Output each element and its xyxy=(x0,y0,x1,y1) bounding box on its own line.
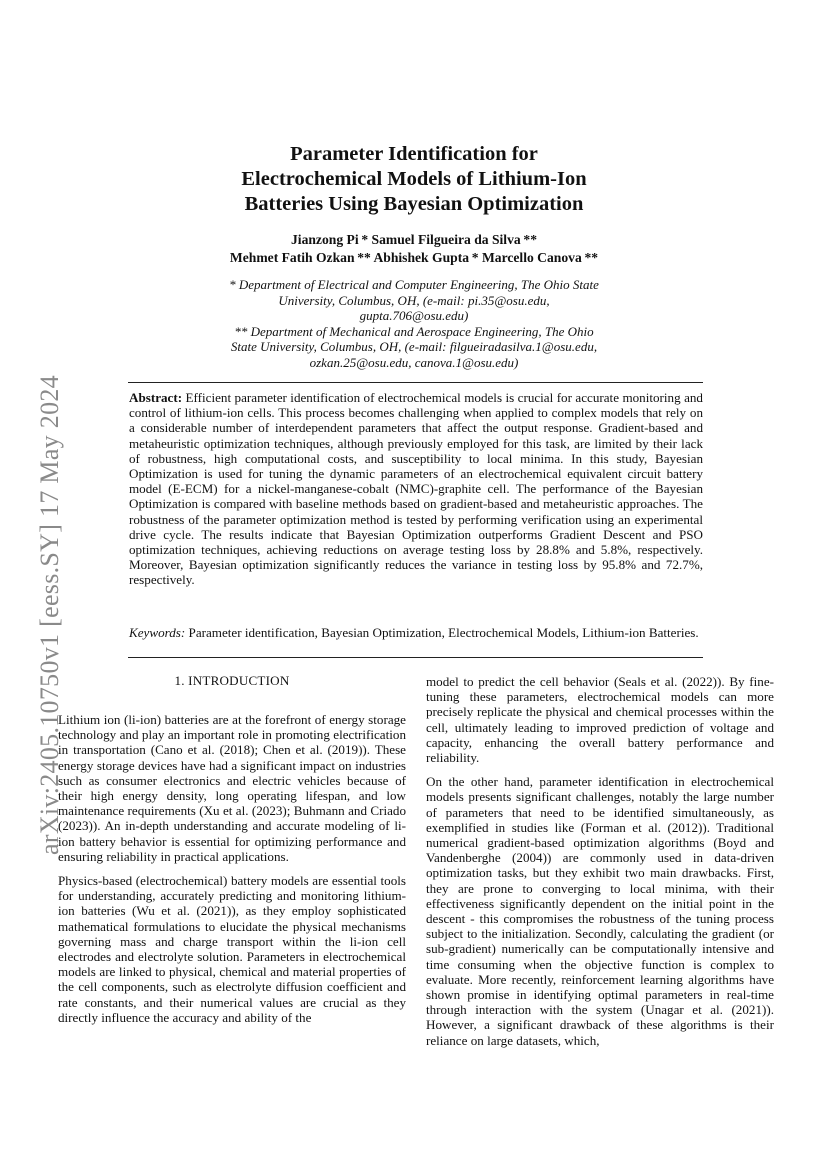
affiliation-line: ozkan.25@osu.edu, canova.1@osu.edu) xyxy=(309,354,519,370)
paper-title xyxy=(150,142,678,217)
affiliations xyxy=(190,277,638,370)
affiliation-line: ** Department of Mechanical and Aerospace Engineering, The Ohio xyxy=(234,323,594,339)
author-list xyxy=(150,231,678,267)
arxiv-identifier-text: arXiv:2405.10750v1 [eess.SY] 17 May 2024 xyxy=(35,375,65,855)
affiliation-line: State University, Columbus, OH, (e-mail: filgueiradasilva.1@osu.edu, xyxy=(230,339,598,354)
abstract-text: Efficient parameter identification of electrochemical models is crucial for accurate monitoring and control of lithium-ion cells. This process becomes challenging when applied to complex models that rely on a considerable number of interdependent parameters that affect the output response. Gradient-based and metaheuristic optimization techniques, although previously employed for this task, are limited by their lack of robustness, high computational costs, and susceptibility to local minima. In this study, Bayesian Optimization is used for tuning the dynamic parameters of an electrochemical equivalent circuit battery model (E-ECM) for a nickel-manganese-cobalt (NMC)-graphite cell. The performance of the Bayesian Optimization is compared with baseline methods based on gradient-based and metaheuristic approaches. The robustness of the parameter optimization method is tested by performing verification using an experimental drive cycle. The results indicate that Bayesian Optimization outperforms Gradient Descent and PSO optimization techniques, achieving reductions on average testing loss by 28.8% and 5.8%, respectively. Moreover, Bayesian optimization significantly reduces the variance in testing loss by 95.8% and 72.7%, respectively. xyxy=(129,390,703,588)
paragraph: Physics-based (electrochemical) battery models are essential tools for understanding, accurately predicting and monitoring lithium-ion batteries (Wu et al. (2021)), as they employ sophisticated mathematical formulations to elucidate the physical mechanisms governing mass and charge transport within the li-ion cell electrodes and electrolyte solution. Parameters in electrochemical models are linked to physical, chemical and material properties of the cell components, such as electrolyte diffusion coefficient and rate constants, and their numerical values are crucial as they directly influence the accuracy and ability of the xyxy=(58,873,406,1025)
keywords-label: Keywords: xyxy=(129,625,186,640)
paragraph: On the other hand, parameter identification in electrochemical models presents significant challenges, notably the large number of parameters that need to be identified simultaneously, as exemplified in studies like (Forman et al. (2012)). Traditional numerical gradient-based optimization algorithms (Boyd and Vandenberghe (2004)) are commonly used in data-driven optimization tasks, but they exhibit two main drawbacks. First, they are prone to converging to local minima, with their effectiveness significantly dependent on the initial point in the descent - this compromises the robustness of the tuning process subject to the initialization. Secondly, calculating the gradient (or sub-gradient) numerically can be computationally intensive and time consuming when the objective function is complex to evaluate. More recently, reinforcement learning algorithms have shown promise in identifying optimal parameters in real-time through interaction with the system (Unagar et al. (2021)). However, a significant drawback of these algorithms is their reliance on large datasets, which, xyxy=(426,774,774,1048)
affiliation-line: * Department of Electrical and Computer Engineering, The Ohio State xyxy=(229,277,599,292)
keywords xyxy=(129,625,703,640)
left-column xyxy=(58,712,406,1034)
abstract-bottom-rule xyxy=(128,657,703,658)
affiliation-line: University, Columbus, OH, (e-mail: pi.35@osu.edu, xyxy=(278,292,550,308)
abstract xyxy=(129,390,703,588)
title-line: Electrochemical Models of Lithium-Ion xyxy=(241,168,587,190)
title-line: Parameter Identification for xyxy=(290,143,538,165)
authors-line: Mehmet Fatih Ozkan ** Abhishek Gupta * Marcello Canova ** xyxy=(229,250,599,265)
authors-line: Jianzong Pi * Samuel Filgueira da Silva ** xyxy=(291,232,537,247)
section-heading: 1. INTRODUCTION xyxy=(174,673,290,688)
paragraph: model to predict the cell behavior (Seals et al. (2022)). By fine-tuning these parameters, electrochemical models can more precisely replicate the physical and chemical processes within the cell, ultimately leading to improved prediction of voltage and capacity, enhancing the overall battery performance and reliability. xyxy=(426,674,774,766)
affiliation-line: gupta.706@osu.edu) xyxy=(359,308,469,323)
abstract-label: Abstract: xyxy=(129,390,183,405)
paragraph: Lithium ion (li-ion) batteries are at the forefront of energy storage technology and play an important role in promoting electrification in transportation (Cano et al. (2018); Chen et al. (2019)). These energy storage devices have had a significant impact on industries such as consumer electronics and electric vehicles because of their high energy density, long operating lifespan, and low maintenance requirements (Xu et al. (2023); Buhmann and Criado (2023)). An in-depth understanding and accurate modeling of li-ion battery behavior is essential for optimizing performance and ensuring reliability in practical applications. xyxy=(58,712,406,864)
keywords-text: Parameter identification, Bayesian Optimization, Electrochemical Models, Lithium-ion Batteries. xyxy=(188,625,699,640)
abstract-top-rule xyxy=(128,382,703,383)
title-line: Batteries Using Bayesian Optimization xyxy=(244,193,584,215)
right-column xyxy=(426,674,774,1057)
